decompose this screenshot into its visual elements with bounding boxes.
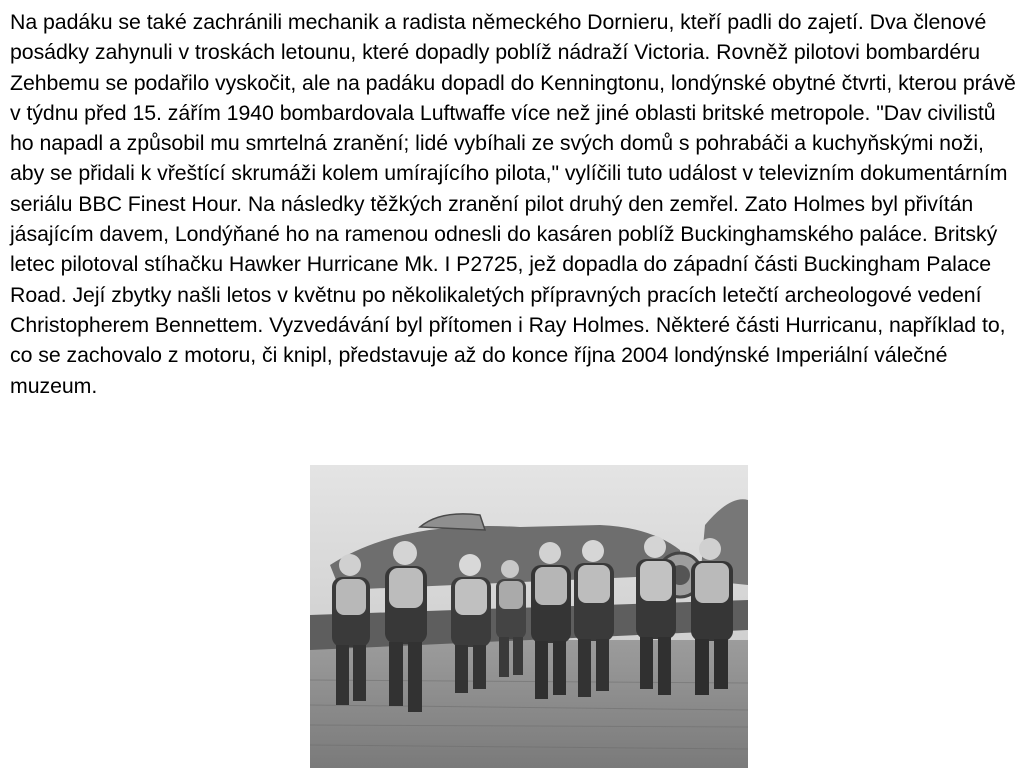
photo-illustration	[310, 465, 748, 768]
article-paragraph: Na padáku se také zachránili mechanik a radista německého Dornieru, kteří padli do zajetí. Dva členové posádky zahynuli v troskách letounu, které dopadly poblíž nádraží Victoria. Rovněž pilotovi bombardéru Zehbemu se podařilo vyskočit, ale na padáku dopadl do Kenningtonu, londýnské obytné čtvrti, kterou právě v týdnu před 15. zářím 1940 bombardovala Luftwaffe více než jiné oblasti britské metropole. "Dav civilistů ho napadl a způsobil mu smrtelná zranění; lidé vybíhali ze svých domů s pohrabáči a kuchyňskými noži, aby se přidali k vřeštící skrumáži kolem umírajícího pilota," vylíčili tuto událost v televizním dokumentárním seriálu BBC Finest Hour. Na následky těžkých zranění pilot druhý den zemřel. Zato Holmes byl přivítán jásajícím davem, Londýňané ho na ramenou odnesli do kasáren poblíž Buckinghamského paláce. Britský letec pilotoval stíhačku Hawker Hurricane Mk. I P2725, jež dopadla do západní části Buckingham Palace Road. Její zbytky našli letos v květnu po několikaletých přípravných pracích letečtí archeologové vedení Christopherem Bennettem. Vyzvedávání byl přítomen i Ray Holmes. Některé části Hurricanu, například to, co se zachovalo z motoru, či knipl, představuje až do konce října 2004 londýnské Imperiální válečné muzeum.	[10, 10, 1016, 398]
pilots-photo	[310, 465, 748, 768]
